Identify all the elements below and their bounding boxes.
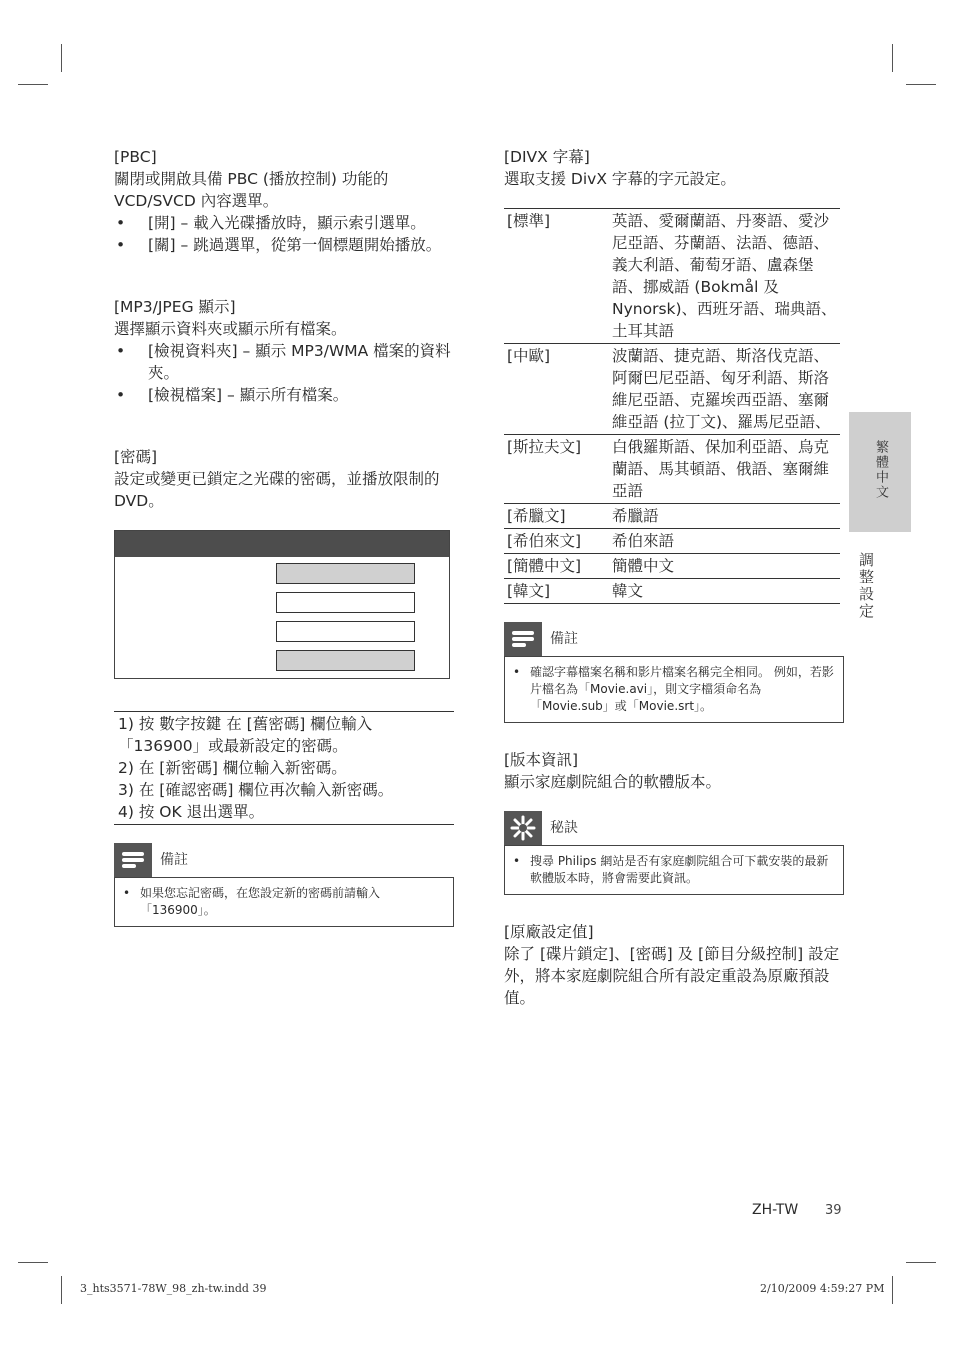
version-info-section xyxy=(504,749,844,895)
step-item xyxy=(118,757,454,779)
option-key: [檢視檔案] xyxy=(148,386,223,404)
language-code: ZH-TW xyxy=(752,1202,799,1218)
option-key: [節目分級控制] xyxy=(698,945,804,963)
chapter-label: 調整設定 xyxy=(857,552,875,620)
table-row xyxy=(504,344,840,435)
list-item xyxy=(114,384,454,406)
step-key: OK xyxy=(159,803,182,821)
table-cell-key: [簡體中文] xyxy=(504,554,609,579)
step-key: 數字按鍵 xyxy=(159,715,222,733)
section-body: 設定或變更已鎖定之光碟的密碼，並播放限制的 DVD。 xyxy=(114,470,440,510)
note-box xyxy=(114,877,454,927)
confirm-password-field xyxy=(276,621,415,642)
body-text: 及 xyxy=(672,945,699,963)
note-header xyxy=(114,843,454,877)
password-dialog-illustration xyxy=(114,530,450,679)
divx-subtitle-section xyxy=(504,146,844,723)
step-text: 欄位再次輸入新密碼。 xyxy=(233,781,394,799)
step-key: [舊密碼] xyxy=(246,715,306,733)
table-row xyxy=(504,554,840,579)
note-text: • 確認字幕檔案名稱和影片檔案名稱完全相同。 例如，若影片檔名為「Movie.avi」，則文字檔須命名為「Movie.sub」或「Movie.srt」。 xyxy=(513,664,835,715)
option-text: – 跳過選單，從第一個標題開始播放。 xyxy=(175,236,442,254)
note-icon xyxy=(114,843,152,877)
step-item xyxy=(118,713,454,757)
option-text: – 顯示所有檔案。 xyxy=(222,386,349,404)
section-body: 顯示家庭劇院組合的軟體版本。 xyxy=(504,773,722,791)
option-key: [關] xyxy=(148,236,176,254)
right-column xyxy=(504,146,844,1009)
crop-mark xyxy=(892,44,893,72)
table-row xyxy=(504,504,840,529)
dialog-header xyxy=(115,531,449,557)
body-text: 、 xyxy=(614,945,630,963)
table-cell-value: 希伯來語 xyxy=(609,529,840,554)
step-key: [確認密碼] xyxy=(159,781,234,799)
list-item xyxy=(114,234,454,256)
option-key: [密碼] xyxy=(629,945,673,963)
language-tab-label: 繁體中文 xyxy=(873,440,888,500)
tip-text: • 搜尋 Philips 網站是否有家庭劇院組合可下載安裝的最新軟體版本時，將會需要此資訊。 xyxy=(513,853,835,887)
step-text: 4) 按 xyxy=(118,803,160,821)
steps-list xyxy=(114,711,454,825)
table-cell-value: 簡體中文 xyxy=(609,554,840,579)
table-cell-key: [希伯來文] xyxy=(504,529,609,554)
section-title: [密碼] xyxy=(114,448,158,466)
crop-mark xyxy=(61,1276,62,1304)
step-text: 退出選單。 xyxy=(181,803,265,821)
note-icon xyxy=(504,622,542,656)
list-item xyxy=(114,340,454,384)
step-text: 1) 按 xyxy=(118,715,160,733)
note-header xyxy=(504,622,844,656)
language-tab xyxy=(849,412,911,532)
crop-mark xyxy=(906,84,936,85)
table-cell-value: 波蘭語、捷克語、斯洛伐克語、阿爾巴尼亞語、匈牙利語、斯洛維尼亞語、克羅埃西亞語、塞爾維亞語 (拉丁文)、羅馬尼亞語、 xyxy=(609,344,840,435)
note-text: • 如果您忘記密碼，在您設定新的密碼前請輸入「136900」。 xyxy=(123,885,445,919)
body-text: 除了 xyxy=(504,945,540,963)
subtitle-language-table xyxy=(504,208,840,604)
step-item xyxy=(118,801,454,823)
table-cell-key: [希臘文] xyxy=(504,504,609,529)
step-text: 欄位輸入新密碼。 xyxy=(217,759,347,777)
slug-date: 2/10/2009 4:59:27 PM xyxy=(760,1282,885,1295)
step-key: [新密碼] xyxy=(159,759,218,777)
list-item xyxy=(114,212,454,234)
note-label: 備註 xyxy=(550,631,578,647)
password-section xyxy=(114,446,454,927)
tip-header xyxy=(504,811,844,845)
section-body: 選取支援 DivX 字幕的字元設定。 xyxy=(504,170,736,188)
section-body: 關閉或開啟具備 PBC (播放控制) 功能的 VCD/SVCD 內容選單。 xyxy=(114,170,389,210)
section-body: 選擇顯示資料夾或顯示所有檔案。 xyxy=(114,320,347,338)
section-title: [版本資訊] xyxy=(504,751,579,769)
section-body xyxy=(504,943,844,1009)
table-row xyxy=(504,435,840,504)
table-cell-key: [韓文] xyxy=(504,579,609,604)
left-column xyxy=(114,146,454,927)
pbc-section xyxy=(114,146,454,256)
factory-default-section xyxy=(504,921,844,1009)
note-box xyxy=(504,656,844,723)
old-password-field xyxy=(276,563,415,584)
step-text: 2) 在 xyxy=(118,759,160,777)
ok-field xyxy=(276,650,415,671)
note-block xyxy=(504,622,844,723)
table-row xyxy=(504,579,840,604)
tip-icon xyxy=(504,811,542,845)
table-row xyxy=(504,529,840,554)
new-password-field xyxy=(276,592,415,613)
bullet-list xyxy=(114,340,454,406)
section-title: [DIVX 字幕] xyxy=(504,148,590,166)
table-cell-value: 韓文 xyxy=(609,579,840,604)
note-block xyxy=(114,843,454,927)
crop-mark xyxy=(906,1262,936,1263)
option-key: [碟片鎖定] xyxy=(539,945,615,963)
body-text: 設定外，將本家庭劇院組合所有設定重設為原廠預設值。 xyxy=(504,945,840,1007)
option-key: [檢視資料夾] xyxy=(148,342,238,360)
page-number: 39 xyxy=(825,1203,842,1218)
section-title: [PBC] xyxy=(114,148,157,166)
crop-mark xyxy=(18,1262,48,1263)
table-cell-key: [斯拉夫文] xyxy=(504,435,609,504)
tip-box xyxy=(504,845,844,895)
table-row xyxy=(504,209,840,344)
crop-mark xyxy=(892,1276,893,1304)
section-title: [原廠設定值] xyxy=(504,923,594,941)
tip-label: 秘訣 xyxy=(550,820,578,836)
mp3jpeg-section xyxy=(114,296,454,406)
slug-filename: 3_hts3571-78W_98_zh-tw.indd 39 xyxy=(80,1282,267,1295)
option-text: – 載入光碟播放時，顯示索引選單。 xyxy=(175,214,426,232)
step-item xyxy=(118,779,454,801)
tip-block xyxy=(504,811,844,895)
table-cell-value: 白俄羅斯語、保加利亞語、烏克蘭語、馬其頓語、俄語、塞爾維亞語 xyxy=(609,435,840,504)
step-text: 3) 在 xyxy=(118,781,160,799)
crop-mark xyxy=(18,84,48,85)
table-cell-key: [中歐] xyxy=(504,344,609,435)
crop-mark xyxy=(61,44,62,72)
step-text: 在 xyxy=(221,715,247,733)
option-key: [開] xyxy=(148,214,176,232)
table-cell-value: 英語、愛爾蘭語、丹麥語、愛沙尼亞語、芬蘭語、法語、德語、義大利語、葡萄牙語、盧森堡語、挪威語 (Bokmål 及 Nynorsk)、西班牙語、瑞典語、土耳其語 xyxy=(609,209,840,344)
note-label: 備註 xyxy=(160,852,188,868)
step-text: 欄位輸入「136900」或最新設定的密碼。 xyxy=(118,715,373,755)
table-cell-value: 希臘語 xyxy=(609,504,840,529)
option-text: – 顯示 MP3/WMA 檔案的資料夾。 xyxy=(148,342,451,382)
table-cell-key: [標準] xyxy=(504,209,609,344)
section-title: [MP3/JPEG 顯示] xyxy=(114,298,236,316)
bullet-list xyxy=(114,212,454,256)
